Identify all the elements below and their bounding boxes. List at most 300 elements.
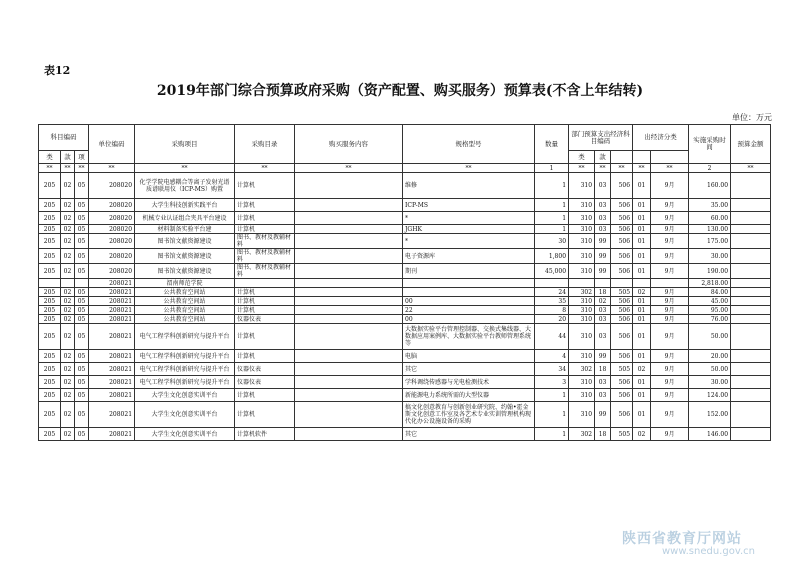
cell-amount: 160.00 (689, 173, 731, 199)
watermark-logo: 陕西省教育厅网站 (622, 531, 742, 547)
cell-spec: * (403, 234, 535, 249)
table-row (39, 389, 771, 402)
cell-catalog: 图书、教材及教辅材料 (235, 234, 295, 249)
cell-quantity: 1 (535, 428, 569, 441)
cell-catalog: 计算机 (235, 324, 295, 350)
cell-date: 9月 (651, 173, 689, 199)
cell-econ-kuan: 99 (595, 264, 611, 279)
marker-cell: 1 (535, 164, 569, 173)
cell-amount: 124.00 (689, 389, 731, 402)
cell-lei: 205 (39, 324, 61, 350)
cell-lei (39, 279, 61, 288)
cell-unit-code: 208021 (89, 376, 135, 389)
cell-date: 9月 (651, 315, 689, 324)
cell-project: 渭南师范学院 (135, 279, 235, 288)
cell-amount: 76.00 (689, 315, 731, 324)
cell-spec: 00 (403, 315, 535, 324)
cell-note (731, 249, 771, 264)
cell-date: 9月 (651, 402, 689, 428)
cell-exit-econ-1: 505 (611, 363, 633, 376)
cell-xiang: 05 (75, 297, 89, 306)
cell-spec: 其它 (403, 363, 535, 376)
cell-exit-econ-1: 506 (611, 350, 633, 363)
cell-note (731, 199, 771, 212)
cell-econ-lei: 310 (569, 389, 595, 402)
cell-econ-lei: 310 (569, 264, 595, 279)
cell-quantity: 1 (535, 225, 569, 234)
cell-lei: 205 (39, 363, 61, 376)
cell-amount: 190.00 (689, 264, 731, 279)
cell-exit-econ-1: 505 (611, 288, 633, 297)
cell-catalog: 图书、教材及教辅材料 (235, 249, 295, 264)
cell-quantity: 8 (535, 306, 569, 315)
cell-xiang: 05 (75, 402, 89, 428)
cell-quantity: 30 (535, 234, 569, 249)
cell-catalog: 计算机 (235, 297, 295, 306)
cell-amount: 84.00 (689, 288, 731, 297)
cell-date: 9月 (651, 264, 689, 279)
cell-note (731, 324, 771, 350)
marker-cell: ** (235, 164, 295, 173)
cell-unit-code: 208020 (89, 199, 135, 212)
cell-exit-econ-1: 506 (611, 264, 633, 279)
header-project: 采购项目 (135, 125, 235, 164)
cell-exit-econ-1: 506 (611, 297, 633, 306)
marker-cell: 2 (689, 164, 731, 173)
marker-cell: ** (569, 164, 595, 173)
cell-spec (403, 279, 535, 288)
table-row (39, 376, 771, 389)
cell-service (295, 249, 403, 264)
cell-spec: 学科调绕传感器与光电检测技术 (403, 376, 535, 389)
cell-amount: 35.00 (689, 199, 731, 212)
cell-unit-code: 208020 (89, 234, 135, 249)
cell-exit-econ-2: 01 (633, 389, 651, 402)
cell-xiang: 05 (75, 350, 89, 363)
header-subject-code: 科目编码 (39, 125, 89, 151)
cell-spec (403, 288, 535, 297)
cell-project: 公共教育空间站 (135, 306, 235, 315)
cell-quantity: 45,000 (535, 264, 569, 279)
cell-exit-econ-1: 506 (611, 199, 633, 212)
cell-project: 公共教育空间站 (135, 315, 235, 324)
cell-econ-kuan: 03 (595, 376, 611, 389)
cell-date: 9月 (651, 212, 689, 225)
cell-date: 9月 (651, 324, 689, 350)
cell-kuan: 02 (61, 324, 75, 350)
cell-spec: 大数据实验平台管理控制器、交换式集线器、大数据应用案例库、大数据实验平台教师管理系统等 (403, 324, 535, 350)
cell-econ-lei: 302 (569, 428, 595, 441)
cell-xiang: 05 (75, 173, 89, 199)
cell-catalog: 计算机 (235, 288, 295, 297)
cell-catalog: 计算机 (235, 402, 295, 428)
cell-kuan: 02 (61, 212, 75, 225)
cell-service (295, 264, 403, 279)
table-row (39, 363, 771, 376)
cell-date: 9月 (651, 297, 689, 306)
table-row (39, 315, 771, 324)
cell-note (731, 428, 771, 441)
cell-date: 9月 (651, 306, 689, 315)
cell-econ-kuan: 99 (595, 249, 611, 264)
cell-exit-econ-1: 506 (611, 315, 633, 324)
cell-unit-code: 208021 (89, 428, 135, 441)
cell-amount: 146.00 (689, 428, 731, 441)
marker-cell: ** (295, 164, 403, 173)
cell-econ-lei: 310 (569, 324, 595, 350)
cell-amount: 30.00 (689, 249, 731, 264)
header-econ-blank (611, 151, 633, 164)
marker-cell: ** (89, 164, 135, 173)
cell-econ-lei: 310 (569, 306, 595, 315)
cell-service (295, 288, 403, 297)
cell-kuan: 02 (61, 249, 75, 264)
cell-note (731, 363, 771, 376)
cell-service (295, 225, 403, 234)
cell-exit-econ-2: 01 (633, 402, 651, 428)
cell-lei: 205 (39, 173, 61, 199)
marker-cell: ** (39, 164, 61, 173)
cell-note (731, 212, 771, 225)
cell-unit-code: 208021 (89, 350, 135, 363)
cell-catalog: 计算机 (235, 199, 295, 212)
cell-xiang: 05 (75, 389, 89, 402)
cell-service (295, 199, 403, 212)
marker-cell: ** (633, 164, 651, 173)
cell-exit-econ-1: 506 (611, 173, 633, 199)
header-exit-blank-2 (651, 151, 689, 164)
cell-service (295, 350, 403, 363)
cell-amount: 95.00 (689, 306, 731, 315)
header-econ-code: 部门预算支出经济科目编码 (569, 125, 633, 151)
cell-econ-lei: 310 (569, 402, 595, 428)
cell-econ-lei: 302 (569, 363, 595, 376)
cell-date: 9月 (651, 288, 689, 297)
table-row (39, 288, 771, 297)
cell-lei: 205 (39, 306, 61, 315)
cell-exit-econ-1: 506 (611, 376, 633, 389)
table-row (39, 225, 771, 234)
table-row (39, 324, 771, 350)
cell-service (295, 389, 403, 402)
cell-project: 大学生文化创意实训平台 (135, 402, 235, 428)
cell-note (731, 297, 771, 306)
cell-kuan: 02 (61, 428, 75, 441)
cell-amount: 20.00 (689, 350, 731, 363)
cell-exit-econ-2: 01 (633, 249, 651, 264)
cell-note (731, 225, 771, 234)
cell-quantity: 34 (535, 363, 569, 376)
marker-row (39, 164, 771, 173)
cell-unit-code: 208021 (89, 389, 135, 402)
cell-econ-lei: 310 (569, 225, 595, 234)
cell-econ-kuan: 18 (595, 428, 611, 441)
cell-xiang: 05 (75, 363, 89, 376)
cell-exit-econ-1: 506 (611, 402, 633, 428)
cell-unit-code: 208021 (89, 324, 135, 350)
cell-exit-econ-1: 506 (611, 389, 633, 402)
cell-kuan: 02 (61, 389, 75, 402)
cell-exit-econ-2: 01 (633, 324, 651, 350)
cell-spec: 其它 (403, 428, 535, 441)
cell-xiang: 05 (75, 212, 89, 225)
cell-date: 9月 (651, 428, 689, 441)
cell-exit-econ-1: 506 (611, 234, 633, 249)
marker-cell: ** (595, 164, 611, 173)
cell-date: 9月 (651, 376, 689, 389)
cell-exit-econ-2: 01 (633, 306, 651, 315)
cell-note (731, 264, 771, 279)
table-row (39, 306, 771, 315)
cell-quantity (535, 279, 569, 288)
cell-kuan: 02 (61, 173, 75, 199)
cell-unit-code: 208021 (89, 306, 135, 315)
cell-econ-kuan: 99 (595, 234, 611, 249)
header-date: 实施采购时间 (689, 125, 731, 164)
marker-cell: ** (731, 164, 771, 173)
cell-unit-code: 208021 (89, 402, 135, 428)
cell-econ-lei: 302 (569, 288, 595, 297)
cell-exit-econ-2: 01 (633, 173, 651, 199)
header-econ-lei: 类 (569, 151, 595, 164)
cell-exit-econ-2: 01 (633, 264, 651, 279)
cell-project: 电气工程学科创新研究与提升平台 (135, 376, 235, 389)
cell-spec: ICP-MS (403, 199, 535, 212)
cell-xiang: 05 (75, 288, 89, 297)
cell-amount: 30.00 (689, 376, 731, 389)
cell-lei: 205 (39, 225, 61, 234)
cell-kuan: 02 (61, 363, 75, 376)
cell-quantity: 24 (535, 288, 569, 297)
unit-label: 单位：万元 (732, 113, 772, 122)
cell-project: 电气工程学科创新研究与提升平台 (135, 363, 235, 376)
cell-kuan: 02 (61, 306, 75, 315)
cell-lei: 205 (39, 402, 61, 428)
cell-lei: 205 (39, 376, 61, 389)
header-exit-econ: 出经济分类 (633, 125, 689, 151)
cell-econ-kuan (595, 279, 611, 288)
cell-quantity: 1 (535, 402, 569, 428)
cell-project: 机械专业认证组合夹具平台建设 (135, 212, 235, 225)
cell-unit-code: 208020 (89, 225, 135, 234)
cell-service (295, 324, 403, 350)
cell-kuan: 02 (61, 225, 75, 234)
cell-quantity: 4 (535, 350, 569, 363)
cell-econ-kuan: 99 (595, 402, 611, 428)
cell-note (731, 389, 771, 402)
cell-econ-lei: 310 (569, 199, 595, 212)
cell-kuan: 02 (61, 350, 75, 363)
cell-econ-kuan: 03 (595, 324, 611, 350)
cell-exit-econ-2: 01 (633, 350, 651, 363)
cell-project: 公共教育空间站 (135, 288, 235, 297)
cell-note (731, 350, 771, 363)
header-kuan: 款 (61, 151, 75, 164)
cell-project: 公共教育空间站 (135, 297, 235, 306)
cell-kuan: 02 (61, 234, 75, 249)
cell-econ-kuan: 03 (595, 389, 611, 402)
cell-date (651, 279, 689, 288)
page-title: 2019年部门综合预算政府采购（资产配置、购买服务）预算表(不含上年结转) (156, 83, 644, 99)
cell-spec: * (403, 212, 535, 225)
cell-exit-econ-1: 506 (611, 324, 633, 350)
cell-econ-lei: 310 (569, 350, 595, 363)
cell-project: 图书馆文献资源建设 (135, 234, 235, 249)
cell-exit-econ-2: 01 (633, 199, 651, 212)
cell-exit-econ-1: 506 (611, 225, 633, 234)
cell-exit-econ-2: 01 (633, 234, 651, 249)
cell-spec: JGHK (403, 225, 535, 234)
table-number: 表12 (44, 64, 71, 77)
cell-unit-code: 208020 (89, 249, 135, 264)
cell-exit-econ-2: 02 (633, 428, 651, 441)
cell-quantity: 35 (535, 297, 569, 306)
cell-unit-code: 208021 (89, 297, 135, 306)
cell-note (731, 173, 771, 199)
cell-catalog (235, 279, 295, 288)
header-service: 购买服务内容 (295, 125, 403, 164)
header-lei: 类 (39, 151, 61, 164)
cell-lei: 205 (39, 428, 61, 441)
cell-kuan: 02 (61, 376, 75, 389)
cell-service (295, 297, 403, 306)
cell-lei: 205 (39, 288, 61, 297)
cell-lei: 205 (39, 199, 61, 212)
cell-unit-code: 208021 (89, 279, 135, 288)
cell-econ-lei: 310 (569, 173, 595, 199)
cell-note (731, 279, 771, 288)
cell-service (295, 363, 403, 376)
cell-econ-kuan: 03 (595, 173, 611, 199)
cell-exit-econ-1: 505 (611, 428, 633, 441)
cell-date: 9月 (651, 350, 689, 363)
cell-exit-econ-1: 506 (611, 212, 633, 225)
cell-project: 图书馆文献资源建设 (135, 249, 235, 264)
cell-xiang: 05 (75, 225, 89, 234)
cell-catalog: 计算机 (235, 389, 295, 402)
cell-amount: 130.00 (689, 225, 731, 234)
cell-spec: 电脑 (403, 350, 535, 363)
header-catalog: 采购目录 (235, 125, 295, 164)
cell-project: 化学学院电感耦合等离子发射光谱质谱联用仪（ICP-MS）购置 (135, 173, 235, 199)
table-row (39, 234, 771, 249)
cell-xiang (75, 279, 89, 288)
cell-note (731, 402, 771, 428)
cell-exit-econ-2: 01 (633, 225, 651, 234)
cell-exit-econ-2: 01 (633, 315, 651, 324)
cell-amount: 152.00 (689, 402, 731, 428)
cell-lei: 205 (39, 315, 61, 324)
cell-econ-kuan: 02 (595, 297, 611, 306)
cell-econ-lei: 310 (569, 212, 595, 225)
cell-catalog: 计算机 (235, 350, 295, 363)
cell-service (295, 428, 403, 441)
cell-lei: 205 (39, 350, 61, 363)
cell-quantity: 1 (535, 389, 569, 402)
cell-date: 9月 (651, 249, 689, 264)
cell-econ-lei: 310 (569, 234, 595, 249)
cell-lei: 205 (39, 297, 61, 306)
cell-exit-econ-2: 02 (633, 288, 651, 297)
cell-econ-kuan: 03 (595, 315, 611, 324)
cell-econ-lei (569, 279, 595, 288)
marker-cell: ** (75, 164, 89, 173)
cell-unit-code: 208021 (89, 315, 135, 324)
cell-xiang: 05 (75, 324, 89, 350)
table-row (39, 199, 771, 212)
cell-exit-econ-1 (611, 279, 633, 288)
cell-date: 9月 (651, 234, 689, 249)
cell-econ-kuan: 18 (595, 363, 611, 376)
cell-econ-lei: 310 (569, 249, 595, 264)
cell-unit-code: 208020 (89, 264, 135, 279)
cell-amount: 45.00 (689, 297, 731, 306)
watermark-url: www.snedu.gov.cn (662, 546, 755, 557)
cell-catalog: 图书、教材及教辅材料 (235, 264, 295, 279)
cell-econ-lei: 310 (569, 376, 595, 389)
cell-catalog: 计算机软件 (235, 428, 295, 441)
header-quantity: 数量 (535, 125, 569, 164)
marker-cell: ** (651, 164, 689, 173)
table-row (39, 402, 771, 428)
cell-service (295, 212, 403, 225)
table-row (39, 279, 771, 288)
cell-lei: 205 (39, 249, 61, 264)
cell-catalog: 计算机 (235, 306, 295, 315)
cell-econ-kuan: 03 (595, 225, 611, 234)
table-row (39, 297, 771, 306)
cell-amount: 175.00 (689, 234, 731, 249)
cell-kuan: 02 (61, 297, 75, 306)
cell-xiang: 05 (75, 306, 89, 315)
cell-xiang: 05 (75, 428, 89, 441)
cell-exit-econ-2 (633, 279, 651, 288)
cell-exit-econ-2: 02 (633, 363, 651, 376)
cell-project: 材料制备实验平台建 (135, 225, 235, 234)
header-econ-kuan: 款 (595, 151, 611, 164)
header-amount: 预算金额 (731, 125, 771, 164)
cell-kuan: 02 (61, 199, 75, 212)
cell-econ-lei: 310 (569, 297, 595, 306)
cell-catalog: 仪器仪表 (235, 376, 295, 389)
cell-spec: 维修 (403, 173, 535, 199)
cell-quantity: 1 (535, 199, 569, 212)
cell-spec: 22 (403, 306, 535, 315)
cell-service (295, 315, 403, 324)
cell-date: 9月 (651, 389, 689, 402)
cell-spec: 期刊 (403, 264, 535, 279)
budget-table (38, 124, 771, 441)
cell-project: 电气工程学科创新研究与提升平台 (135, 350, 235, 363)
cell-project: 图书馆文献资源建设 (135, 264, 235, 279)
cell-econ-kuan: 18 (595, 288, 611, 297)
marker-cell: ** (61, 164, 75, 173)
cell-catalog: 仪器仪表 (235, 315, 295, 324)
cell-service (295, 376, 403, 389)
cell-quantity: 1,800 (535, 249, 569, 264)
table-row (39, 249, 771, 264)
cell-quantity: 20 (535, 315, 569, 324)
table-row (39, 212, 771, 225)
cell-exit-econ-1: 506 (611, 306, 633, 315)
cell-lei: 205 (39, 234, 61, 249)
cell-unit-code: 208021 (89, 288, 135, 297)
cell-service (295, 279, 403, 288)
cell-exit-econ-2: 01 (633, 297, 651, 306)
cell-quantity: 1 (535, 212, 569, 225)
cell-spec: 搞文化创意教育与创新创业研究院、约翰•霍金斯文化创意工作室及各艺术专业实训管理机构现代化办公设施设备的采购 (403, 402, 535, 428)
cell-econ-kuan: 03 (595, 306, 611, 315)
